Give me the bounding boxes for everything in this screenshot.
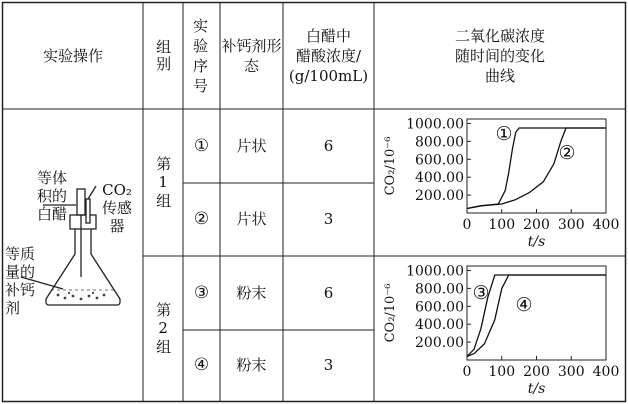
conc-2: 3	[323, 210, 334, 229]
y-axis-label: CO₂/10⁻⁶	[383, 283, 398, 343]
series-label: ①	[495, 123, 513, 145]
chart-group-1	[374, 109, 626, 256]
y-tick-label: 400.00	[415, 317, 464, 334]
y-axis-label: CO₂/10⁻⁶	[383, 136, 398, 196]
trial-no-1: ①	[193, 135, 210, 156]
series-line-1	[467, 128, 606, 209]
y-tick-label: 600.00	[415, 299, 464, 316]
series-label: ③	[472, 282, 490, 304]
header-curve: 二氧化碳浓度 随时间的变化 曲线	[454, 26, 545, 86]
series-label: ②	[558, 142, 576, 164]
y-tick-label: 400.00	[415, 170, 464, 187]
plot-frame	[467, 266, 606, 360]
form-2: 片状	[236, 210, 267, 229]
conc-1: 6	[323, 136, 334, 155]
x-tick-label: 100	[488, 364, 516, 380]
header-supplement-form: 补钙剂形态	[221, 36, 282, 75]
group-2-label: 第2组	[154, 301, 173, 356]
chart-group-2	[374, 256, 626, 401]
y-tick-label: 200.00	[415, 335, 464, 352]
sensor-lead	[88, 186, 96, 199]
header-vinegar-conc: 白醋中 醋酸浓度/ (g/100mL)	[288, 26, 369, 86]
form-1: 片状	[236, 136, 267, 155]
x-tick-label: 200	[523, 217, 550, 233]
y-tick-label: 600.00	[415, 152, 464, 169]
x-tick-label: 200	[523, 364, 550, 380]
x-tick-label: 400	[592, 217, 620, 233]
header-group: 组别	[154, 39, 173, 73]
y-tick-label: 800.00	[415, 281, 464, 298]
y-tick-label: 800.00	[415, 134, 464, 151]
trial-no-4: ④	[193, 355, 210, 376]
sensor-label: CO₂ 传感 器	[102, 181, 133, 235]
form-4: 粉末	[236, 356, 267, 375]
y-tick-label: 1000.00	[406, 116, 464, 133]
x-tick-label: 300	[557, 364, 585, 380]
x-tick-label: 100	[488, 217, 516, 233]
series-label: ④	[515, 294, 533, 316]
conc-3: 6	[323, 283, 334, 302]
co2-sensor	[86, 199, 90, 223]
stopper	[70, 215, 96, 229]
vinegar-label: 等体 积的 白醋	[37, 169, 68, 223]
x-tick-label: 300	[557, 217, 585, 233]
x-tick-label: 0	[462, 217, 472, 233]
form-3: 粉末	[236, 283, 267, 302]
x-axis-label: t/s	[527, 234, 546, 250]
funnel-tube	[77, 189, 85, 215]
trial-no-2: ②	[193, 209, 210, 230]
y-tick-label: 1000.00	[406, 263, 464, 280]
y-tick-label: 200.00	[415, 188, 464, 205]
x-tick-label: 0	[462, 364, 472, 380]
conc-4: 3	[323, 356, 334, 375]
trial-no-3: ③	[193, 282, 210, 303]
x-axis-label: t/s	[527, 381, 546, 397]
plot-frame	[467, 119, 606, 213]
header-trial-no: 实验序号	[192, 16, 210, 96]
header-operation: 实验操作	[42, 46, 103, 65]
supplement-label: 等质 量的 补钙 剂	[5, 245, 36, 317]
x-tick-label: 400	[592, 364, 620, 380]
group-1-label: 第1组	[154, 155, 173, 210]
series-line-2	[467, 128, 606, 209]
